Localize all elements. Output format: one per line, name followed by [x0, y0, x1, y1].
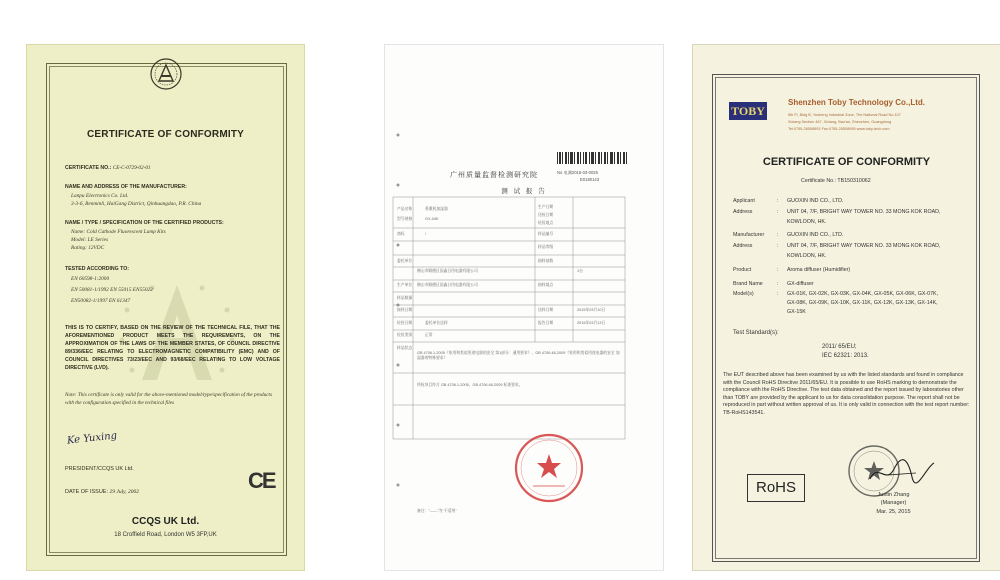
row-value: 正常	[425, 333, 433, 337]
side-label: 样品编号	[538, 232, 554, 236]
field-value: GX-08K, GX-09K, GX-10K, GX-11K, GX-12K, GX-13K, GX-14K,	[787, 300, 938, 306]
row-value: 佛山市顺德区国鑫日用电器有限公司	[417, 283, 478, 287]
side-label: 抽样地点	[538, 283, 554, 287]
field-value: Aroma diffuser (Humidifier)	[787, 267, 851, 273]
report-remarks: 备注："——"为"不适用"	[417, 509, 457, 513]
certificate-title: CERTIFICATE OF CONFORMITY	[86, 129, 245, 140]
certificate-title: CERTIFICATE OF CONFORMITY	[762, 156, 931, 168]
test-standard: 2011/ 65/EU;	[822, 344, 857, 350]
side-label: 抽样基数	[538, 259, 554, 263]
side-label: 送样日期	[538, 308, 554, 312]
row-label: 样品数量	[397, 296, 413, 300]
manufacturer-address: 3-3-6, Renminli, HaiGang District, Qinhuangdao, P.R. China	[71, 201, 202, 207]
field-colon: :	[777, 198, 779, 204]
field-value: KOWLOON, HK.	[787, 219, 827, 225]
side-label: 样品等级	[538, 245, 554, 249]
company-address-line: Tel:0755-26508993 Fax:0755-26508995 www.toby-tech.com	[788, 127, 890, 131]
side-label: 检验地点	[538, 221, 554, 225]
product-model: Model: LE Series	[71, 237, 109, 243]
field-colon: :	[777, 291, 779, 297]
field-value: GX-01K, GX-02K, GX-03K, GX-04K, GX-05K, GX-06K, GX-07K,	[787, 291, 939, 297]
field-label: Applicant	[733, 198, 755, 204]
cert-no-value: CE-C-0729-02-01	[112, 165, 151, 171]
standard-line: EN 50081-1/1992 EN 55015 EN55022	[71, 287, 153, 293]
row-label: 样品状态	[397, 346, 413, 350]
field-colon: :	[777, 209, 779, 215]
toby-logo: TOBY	[729, 102, 767, 120]
footer-company: CCQS UK Ltd.	[131, 516, 200, 527]
standard-line: EN50082-1/1997 EN 61347	[71, 298, 131, 304]
field-value: GX-15K	[787, 309, 806, 315]
report-subtitle: 测 试 报 告	[501, 188, 547, 195]
field-label: Brand Name	[733, 281, 763, 287]
field-value: UNIT 04, 7/F, BRIGHT WAY TOWER NO. 33 MONG KOK ROAD,	[787, 243, 941, 249]
manufacturer-name: Lanpu Electronics Co. Ltd.	[71, 193, 129, 199]
row-label: 接样日期	[397, 308, 413, 312]
side-label: 送检日期	[538, 213, 554, 217]
certificate-number: Certificate No.: TB150310062	[801, 178, 871, 184]
manufacturer-label: NAME AND ADDRESS OF THE MANUFACTURER:	[65, 184, 187, 190]
rohs-mark: RoHS	[747, 474, 805, 502]
row-label: 生产单位	[397, 283, 413, 287]
field-colon: :	[777, 243, 779, 249]
signature-date: Mar. 25, 2015	[876, 509, 911, 515]
field-label: Address	[733, 209, 753, 215]
field-value: GUOXIN IND CO., LTD.	[787, 232, 844, 238]
company-name: Shenzhen Toby Technology Co.,Ltd.	[788, 98, 926, 107]
product-rating: Rating: 12VDC	[71, 245, 105, 251]
row-label: 型号规格	[397, 217, 413, 221]
field-value: GX-diffuser	[787, 281, 814, 287]
row-label: 委托单位	[397, 259, 413, 263]
ccqs-emblem-icon	[148, 57, 184, 91]
report-subnumber: E0180143	[580, 177, 600, 182]
row-value: 2015年03月13日	[577, 321, 606, 325]
row-value: /	[425, 232, 427, 236]
toby-certificate	[693, 45, 1000, 570]
field-label: Product	[733, 267, 752, 273]
field-label: Model(s)	[733, 291, 754, 297]
side-label: 生产日期	[538, 205, 554, 209]
product-label: NAME / TYPE / SPECIFICATION OF THE CERTIFIED PRODUCTS:	[65, 220, 224, 226]
row-label: 产品名称	[397, 207, 413, 211]
compliance-statement: The EUT described above has been examined by us with the listed standards and found in compliance with the Council RoHS Directive 2011/65/EU. It is possible to use RoHS marking to demonstrate the compliance with the RoHS Directive. The test data obtained and the report issued by laboratories other than TOBY are provided by the applicant to us for data consolidation purpose. The report shall not be reproduced in part without written approval of us. It is only valid in connection with the test report number: TB-RoHS143541.	[723, 372, 970, 416]
institute-title: 广州质量监督检测研究院	[450, 172, 538, 179]
test-conclusion: 所检项目符合 GB 4706.1-2005、GB 4706.48-2009 标准要求。	[417, 383, 523, 387]
row-value: 2015年03月10日	[577, 308, 606, 312]
field-label: Manufacturer	[733, 232, 765, 238]
certification-statement: THIS IS TO CERTIFY, BASED ON THE REVIEW OF THE TECHNICAL FILE, THAT THE AFOREMENTIONED PRODUCT MEETS THE REQUIREMENTS, ON THE APPROXIMATION OF THE LAWS OF THE MEMBER STATES, OF COUNCIL DIRECTIVE 89/336/EEC RELATING TO ELECTROMAGNETIC COMPATIBILITY (EMC) AND OF COUNCIL DIRECTIVES 73/23/EEC AND 93/68/EEC RELATING TO LOW VOLTAGE DIRECTIVE (LVD).	[65, 325, 280, 372]
row-value: 委托单位送样	[425, 321, 448, 325]
standard-line: EN 60598-1:2000	[71, 276, 110, 282]
row-value: GX-04K	[425, 217, 439, 221]
field-value: GUOXIN IND CO., LTD.	[787, 198, 844, 204]
field-value: UNIT 04, 7/F, BRIGHT WAY TOWER NO. 33 MONG KOK ROAD,	[787, 209, 941, 215]
president-title: PRESIDENT/CCQS UK Ltd.	[65, 466, 134, 472]
field-label: Address	[733, 243, 753, 249]
date-of-issue: DATE OF ISSUE: 29 July, 2002	[65, 489, 140, 495]
signer-role: (Manager)	[880, 500, 907, 506]
date-value: 29 July, 2002	[109, 489, 140, 495]
test-standards-label: Test Standard(s):	[733, 330, 779, 336]
president-signature: Ke Yuxing	[66, 430, 118, 447]
chinese-test-report	[385, 45, 663, 570]
test-basis: GB 4706.1-2005《家用和类似用途电器的安全 第1部分：通用要求》、GB 4706.48-2009《家用和类似用途电器的安全 加湿器的特殊要求》	[417, 351, 620, 360]
side-label: 报告日期	[538, 321, 554, 325]
footer-address: 18 Croffield Road, London W5 3FP,UK	[114, 532, 217, 538]
report-number: No 电测2015-03-0025	[557, 170, 598, 175]
product-name: Name: Cold Cathode Fluorescent Lamp Kits	[71, 229, 166, 235]
red-seal-stamp-icon	[513, 432, 585, 504]
test-standard: IEC 62321: 2013.	[822, 353, 869, 359]
field-colon: :	[777, 267, 779, 273]
signature-icon	[868, 457, 938, 487]
field-colon: :	[777, 232, 779, 238]
row-value: 佛山市顺德区国鑫日用电器有限公司	[417, 269, 478, 273]
row-label: 商标	[397, 232, 405, 236]
validity-note: Note: This certificate is only valid for the above-mentioned model/type/specification of the products with the configuration specified in the technical files	[65, 392, 272, 406]
cert-no-label: CERTIFICATE NO.: CE-C-0729-02-01	[65, 165, 151, 171]
ce-mark-icon: CE	[248, 468, 275, 493]
field-value: KOWLOON, HK.	[787, 253, 827, 259]
tested-according-label: TESTED ACCORDING TO:	[65, 266, 129, 272]
row-value: 香薰机加湿器	[425, 207, 448, 211]
row-label: 检验类别	[397, 333, 413, 337]
signer-name: Justin Zhang	[877, 492, 910, 498]
row-label: 检验日期	[397, 321, 413, 325]
company-address-line: Xixiang Section 467, Xixiang, Bao'an, Shenzhen, Guangdong	[788, 120, 892, 124]
company-address-line: 5th Fl, Bldg B, Yusheng Industrial Zone, The National Road No.107	[788, 113, 901, 117]
row-value: 1台	[577, 269, 583, 273]
field-colon: :	[777, 281, 779, 287]
ccqs-certificate	[27, 45, 304, 570]
